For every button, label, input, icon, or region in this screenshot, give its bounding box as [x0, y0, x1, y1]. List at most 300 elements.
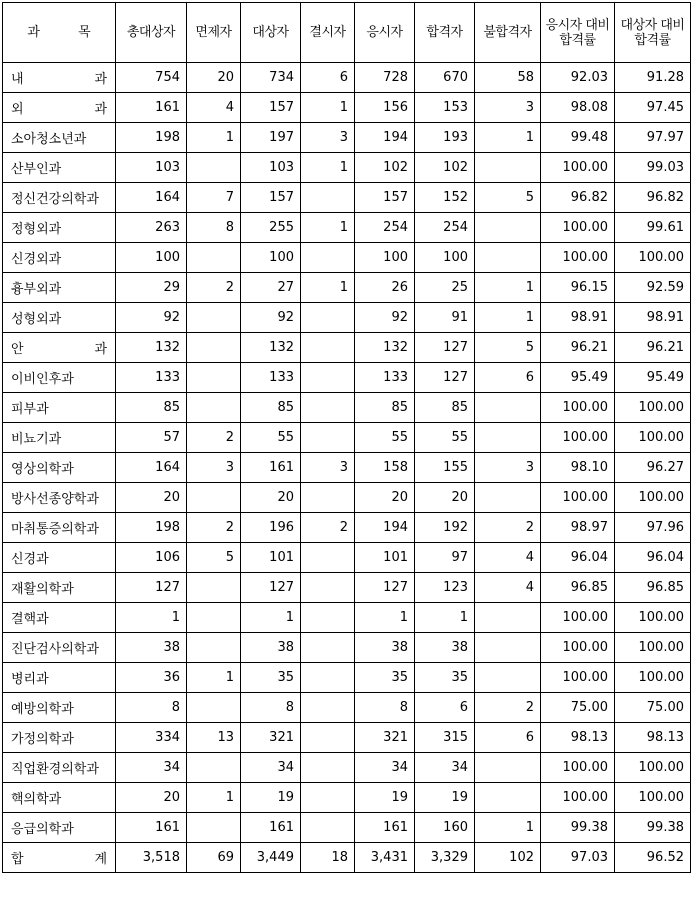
- cell-rate-target: 96.27: [615, 453, 691, 483]
- cell-total: 754: [116, 63, 187, 93]
- cell-applied: 102: [355, 153, 415, 183]
- cell-applied: 101: [355, 543, 415, 573]
- cell-rate-target: 100.00: [615, 393, 691, 423]
- cell-dept: 정형외과: [3, 213, 116, 243]
- table-row: [3, 723, 691, 753]
- cell-total: 36: [116, 663, 187, 693]
- cell-passed: 127: [415, 333, 475, 363]
- cell-rate-target: 75.00: [615, 693, 691, 723]
- cell-absent: [301, 723, 355, 753]
- cell-failed: 2: [475, 693, 541, 723]
- cell-failed: [475, 153, 541, 183]
- total-row: [3, 843, 691, 873]
- cell-passed: 153: [415, 93, 475, 123]
- cell-dept: 예방의학과: [3, 693, 116, 723]
- cell-passed: 127: [415, 363, 475, 393]
- cell-passed: 152: [415, 183, 475, 213]
- cell-applied: 92: [355, 303, 415, 333]
- cell-passed: 25: [415, 273, 475, 303]
- cell-failed: 5: [475, 333, 541, 363]
- cell-exempt: [187, 303, 241, 333]
- cell-failed: 1: [475, 813, 541, 843]
- header-failed: 불합격자: [475, 3, 541, 63]
- cell-target: 8: [241, 693, 301, 723]
- cell-passed: 34: [415, 753, 475, 783]
- cell-absent: [301, 243, 355, 273]
- cell-applied: 8: [355, 693, 415, 723]
- cell-rate-target: 97.96: [615, 513, 691, 543]
- cell-rate-applied: 96.85: [541, 573, 615, 603]
- cell-rate-target: 97.97: [615, 123, 691, 153]
- table-row: [3, 783, 691, 813]
- exam-results-table: [2, 2, 691, 873]
- cell-rate-applied: 100.00: [541, 153, 615, 183]
- table-row: [3, 333, 691, 363]
- cell-rate-target: 100.00: [615, 783, 691, 813]
- header-rate-applied: 응시자 대비 합격률: [541, 3, 615, 63]
- cell-target: 92: [241, 303, 301, 333]
- cell-absent: [301, 333, 355, 363]
- cell-dept: 핵의학과: [3, 783, 116, 813]
- cell-absent: 1: [301, 93, 355, 123]
- cell-passed: 155: [415, 453, 475, 483]
- cell-dept: 외 과: [3, 93, 116, 123]
- cell-applied: 728: [355, 63, 415, 93]
- cell-applied: 161: [355, 813, 415, 843]
- cell-exempt: [187, 483, 241, 513]
- cell-target: 3,449: [241, 843, 301, 873]
- cell-target: 19: [241, 783, 301, 813]
- cell-total: 161: [116, 813, 187, 843]
- cell-target: 55: [241, 423, 301, 453]
- cell-dept: 신경외과: [3, 243, 116, 273]
- cell-passed: 35: [415, 663, 475, 693]
- cell-failed: 1: [475, 303, 541, 333]
- cell-exempt: [187, 693, 241, 723]
- cell-applied: 19: [355, 783, 415, 813]
- cell-passed: 6: [415, 693, 475, 723]
- cell-passed: 3,329: [415, 843, 475, 873]
- cell-applied: 194: [355, 513, 415, 543]
- header-applied: 응시자: [355, 3, 415, 63]
- cell-rate-applied: 100.00: [541, 663, 615, 693]
- cell-exempt: [187, 813, 241, 843]
- header-absent: 결시자: [301, 3, 355, 63]
- cell-dept: 응급의학과: [3, 813, 116, 843]
- cell-absent: [301, 783, 355, 813]
- table-row: [3, 573, 691, 603]
- cell-passed: 97: [415, 543, 475, 573]
- cell-applied: 254: [355, 213, 415, 243]
- cell-target: 34: [241, 753, 301, 783]
- header-dept: 과 목: [3, 3, 116, 63]
- cell-exempt: 7: [187, 183, 241, 213]
- table-row: [3, 693, 691, 723]
- cell-dept: 흉부외과: [3, 273, 116, 303]
- cell-failed: [475, 753, 541, 783]
- cell-rate-applied: 95.49: [541, 363, 615, 393]
- cell-applied: 34: [355, 753, 415, 783]
- cell-rate-applied: 98.91: [541, 303, 615, 333]
- cell-absent: [301, 393, 355, 423]
- cell-rate-target: 100.00: [615, 663, 691, 693]
- cell-rate-applied: 96.82: [541, 183, 615, 213]
- cell-failed: [475, 423, 541, 453]
- cell-rate-target: 92.59: [615, 273, 691, 303]
- cell-target: 1: [241, 603, 301, 633]
- cell-dept: 정신건강의학과: [3, 183, 116, 213]
- cell-exempt: [187, 363, 241, 393]
- cell-rate-applied: 97.03: [541, 843, 615, 873]
- cell-total: 34: [116, 753, 187, 783]
- cell-failed: 58: [475, 63, 541, 93]
- cell-rate-applied: 75.00: [541, 693, 615, 723]
- table-row: [3, 633, 691, 663]
- table-row: [3, 813, 691, 843]
- cell-applied: 127: [355, 573, 415, 603]
- cell-absent: 6: [301, 63, 355, 93]
- cell-failed: 1: [475, 273, 541, 303]
- cell-absent: [301, 663, 355, 693]
- cell-total: 263: [116, 213, 187, 243]
- cell-exempt: 5: [187, 543, 241, 573]
- cell-rate-applied: 100.00: [541, 423, 615, 453]
- cell-applied: 133: [355, 363, 415, 393]
- cell-failed: 3: [475, 93, 541, 123]
- cell-failed: [475, 633, 541, 663]
- header-rate-target: 대상자 대비 합격률: [615, 3, 691, 63]
- cell-rate-applied: 96.15: [541, 273, 615, 303]
- cell-exempt: [187, 333, 241, 363]
- cell-rate-applied: 100.00: [541, 483, 615, 513]
- cell-dept: 영상의학과: [3, 453, 116, 483]
- table-row: [3, 363, 691, 393]
- table-row: [3, 393, 691, 423]
- cell-applied: 85: [355, 393, 415, 423]
- cell-absent: 18: [301, 843, 355, 873]
- cell-rate-applied: 99.48: [541, 123, 615, 153]
- cell-total: 38: [116, 633, 187, 663]
- cell-failed: [475, 783, 541, 813]
- cell-passed: 670: [415, 63, 475, 93]
- cell-total: 132: [116, 333, 187, 363]
- cell-rate-target: 96.21: [615, 333, 691, 363]
- cell-target: 161: [241, 813, 301, 843]
- cell-passed: 20: [415, 483, 475, 513]
- cell-absent: [301, 603, 355, 633]
- cell-dept: 안 과: [3, 333, 116, 363]
- cell-rate-target: 99.38: [615, 813, 691, 843]
- cell-absent: 1: [301, 273, 355, 303]
- cell-failed: [475, 243, 541, 273]
- cell-rate-applied: 98.08: [541, 93, 615, 123]
- cell-total: 85: [116, 393, 187, 423]
- cell-failed: 1: [475, 123, 541, 153]
- cell-rate-target: 96.85: [615, 573, 691, 603]
- header-total: 총대상자: [116, 3, 187, 63]
- cell-total: 133: [116, 363, 187, 393]
- cell-rate-target: 95.49: [615, 363, 691, 393]
- cell-rate-applied: 98.13: [541, 723, 615, 753]
- cell-absent: 3: [301, 453, 355, 483]
- cell-exempt: [187, 393, 241, 423]
- cell-rate-target: 100.00: [615, 243, 691, 273]
- cell-rate-target: 99.03: [615, 153, 691, 183]
- cell-total: 1: [116, 603, 187, 633]
- cell-failed: [475, 213, 541, 243]
- cell-failed: 6: [475, 363, 541, 393]
- cell-passed: 55: [415, 423, 475, 453]
- cell-dept: 진단검사의학과: [3, 633, 116, 663]
- cell-target: 100: [241, 243, 301, 273]
- cell-dept: 가정의학과: [3, 723, 116, 753]
- table-row: [3, 423, 691, 453]
- cell-target: 196: [241, 513, 301, 543]
- cell-failed: 4: [475, 573, 541, 603]
- table-row: [3, 63, 691, 93]
- cell-rate-applied: 100.00: [541, 243, 615, 273]
- cell-dept: 방사선종양학과: [3, 483, 116, 513]
- cell-exempt: 4: [187, 93, 241, 123]
- cell-total: 20: [116, 783, 187, 813]
- table-row: [3, 453, 691, 483]
- cell-rate-applied: 96.04: [541, 543, 615, 573]
- cell-exempt: [187, 753, 241, 783]
- cell-dept: 내 과: [3, 63, 116, 93]
- table-row: [3, 753, 691, 783]
- cell-exempt: [187, 573, 241, 603]
- header-passed: 합격자: [415, 3, 475, 63]
- cell-passed: 91: [415, 303, 475, 333]
- cell-dept: 성형외과: [3, 303, 116, 333]
- cell-rate-target: 98.13: [615, 723, 691, 753]
- cell-dept: 산부인과: [3, 153, 116, 183]
- cell-target: 157: [241, 183, 301, 213]
- table-row: [3, 303, 691, 333]
- cell-exempt: 8: [187, 213, 241, 243]
- cell-passed: 102: [415, 153, 475, 183]
- cell-rate-target: 100.00: [615, 423, 691, 453]
- cell-target: 27: [241, 273, 301, 303]
- cell-target: 85: [241, 393, 301, 423]
- cell-absent: 2: [301, 513, 355, 543]
- cell-exempt: [187, 243, 241, 273]
- cell-exempt: [187, 153, 241, 183]
- cell-rate-applied: 100.00: [541, 753, 615, 783]
- cell-exempt: [187, 603, 241, 633]
- cell-dept: 이비인후과: [3, 363, 116, 393]
- cell-rate-target: 96.82: [615, 183, 691, 213]
- cell-failed: 6: [475, 723, 541, 753]
- cell-rate-target: 99.61: [615, 213, 691, 243]
- cell-dept: 신경과: [3, 543, 116, 573]
- cell-total: 29: [116, 273, 187, 303]
- cell-absent: [301, 543, 355, 573]
- cell-rate-target: 100.00: [615, 753, 691, 783]
- cell-passed: 160: [415, 813, 475, 843]
- cell-total: 127: [116, 573, 187, 603]
- cell-passed: 254: [415, 213, 475, 243]
- table-row: [3, 183, 691, 213]
- cell-absent: [301, 423, 355, 453]
- cell-exempt: 3: [187, 453, 241, 483]
- cell-rate-target: 96.04: [615, 543, 691, 573]
- table-row: [3, 663, 691, 693]
- cell-exempt: 2: [187, 273, 241, 303]
- cell-failed: [475, 663, 541, 693]
- cell-absent: [301, 753, 355, 783]
- cell-applied: 55: [355, 423, 415, 453]
- cell-total: 8: [116, 693, 187, 723]
- cell-applied: 100: [355, 243, 415, 273]
- cell-failed: 102: [475, 843, 541, 873]
- table-row: [3, 513, 691, 543]
- table-body: [3, 63, 691, 873]
- cell-total: 100: [116, 243, 187, 273]
- cell-total: 198: [116, 123, 187, 153]
- cell-passed: 193: [415, 123, 475, 153]
- cell-exempt: 2: [187, 423, 241, 453]
- cell-target: 255: [241, 213, 301, 243]
- cell-total: 164: [116, 453, 187, 483]
- cell-passed: 123: [415, 573, 475, 603]
- cell-failed: [475, 483, 541, 513]
- cell-exempt: [187, 633, 241, 663]
- cell-applied: 1: [355, 603, 415, 633]
- cell-applied: 158: [355, 453, 415, 483]
- header-exempt: 면제자: [187, 3, 241, 63]
- cell-absent: [301, 483, 355, 513]
- cell-total: 57: [116, 423, 187, 453]
- cell-rate-target: 100.00: [615, 633, 691, 663]
- cell-target: 132: [241, 333, 301, 363]
- cell-rate-applied: 98.10: [541, 453, 615, 483]
- cell-absent: [301, 303, 355, 333]
- cell-target: 161: [241, 453, 301, 483]
- cell-absent: [301, 183, 355, 213]
- cell-passed: 100: [415, 243, 475, 273]
- cell-total: 3,518: [116, 843, 187, 873]
- table-row: [3, 603, 691, 633]
- cell-target: 734: [241, 63, 301, 93]
- cell-dept: 소아청소년과: [3, 123, 116, 153]
- table-row: [3, 243, 691, 273]
- cell-absent: [301, 813, 355, 843]
- cell-absent: [301, 363, 355, 393]
- cell-target: 157: [241, 93, 301, 123]
- cell-exempt: 20: [187, 63, 241, 93]
- cell-exempt: 1: [187, 123, 241, 153]
- cell-rate-applied: 100.00: [541, 783, 615, 813]
- cell-exempt: 69: [187, 843, 241, 873]
- cell-dept: 피부과: [3, 393, 116, 423]
- cell-exempt: 2: [187, 513, 241, 543]
- cell-total: 198: [116, 513, 187, 543]
- cell-failed: 5: [475, 183, 541, 213]
- cell-applied: 132: [355, 333, 415, 363]
- cell-rate-applied: 99.38: [541, 813, 615, 843]
- cell-exempt: 1: [187, 783, 241, 813]
- cell-target: 133: [241, 363, 301, 393]
- cell-target: 20: [241, 483, 301, 513]
- cell-applied: 156: [355, 93, 415, 123]
- cell-applied: 26: [355, 273, 415, 303]
- cell-absent: 3: [301, 123, 355, 153]
- cell-exempt: 13: [187, 723, 241, 753]
- cell-target: 101: [241, 543, 301, 573]
- cell-absent: 1: [301, 153, 355, 183]
- cell-dept: 마취통증의학과: [3, 513, 116, 543]
- cell-absent: 1: [301, 213, 355, 243]
- cell-target: 38: [241, 633, 301, 663]
- cell-total: 334: [116, 723, 187, 753]
- cell-rate-applied: 100.00: [541, 393, 615, 423]
- cell-passed: 19: [415, 783, 475, 813]
- cell-exempt: 1: [187, 663, 241, 693]
- cell-rate-applied: 100.00: [541, 213, 615, 243]
- cell-dept: 합 계: [3, 843, 116, 873]
- cell-total: 20: [116, 483, 187, 513]
- table-row: [3, 93, 691, 123]
- cell-applied: 35: [355, 663, 415, 693]
- table-row: [3, 543, 691, 573]
- cell-target: 197: [241, 123, 301, 153]
- cell-target: 127: [241, 573, 301, 603]
- cell-dept: 결핵과: [3, 603, 116, 633]
- cell-rate-applied: 92.03: [541, 63, 615, 93]
- table-row: [3, 153, 691, 183]
- cell-failed: [475, 393, 541, 423]
- cell-rate-target: 91.28: [615, 63, 691, 93]
- cell-passed: 85: [415, 393, 475, 423]
- cell-failed: 4: [475, 543, 541, 573]
- cell-rate-applied: 100.00: [541, 633, 615, 663]
- cell-applied: 194: [355, 123, 415, 153]
- cell-passed: 38: [415, 633, 475, 663]
- cell-dept: 병리과: [3, 663, 116, 693]
- table-row: [3, 213, 691, 243]
- cell-passed: 315: [415, 723, 475, 753]
- table-row: [3, 123, 691, 153]
- cell-total: 164: [116, 183, 187, 213]
- cell-failed: 3: [475, 453, 541, 483]
- cell-absent: [301, 573, 355, 603]
- cell-applied: 38: [355, 633, 415, 663]
- cell-applied: 3,431: [355, 843, 415, 873]
- header-target: 대상자: [241, 3, 301, 63]
- cell-failed: 2: [475, 513, 541, 543]
- cell-dept: 직업환경의학과: [3, 753, 116, 783]
- cell-total: 103: [116, 153, 187, 183]
- cell-dept: 비뇨기과: [3, 423, 116, 453]
- cell-rate-target: 96.52: [615, 843, 691, 873]
- cell-target: 321: [241, 723, 301, 753]
- cell-total: 106: [116, 543, 187, 573]
- cell-rate-target: 100.00: [615, 483, 691, 513]
- table-row: [3, 483, 691, 513]
- cell-rate-applied: 96.21: [541, 333, 615, 363]
- cell-rate-applied: 100.00: [541, 603, 615, 633]
- header-row: [3, 3, 691, 63]
- cell-applied: 157: [355, 183, 415, 213]
- cell-total: 92: [116, 303, 187, 333]
- table-row: [3, 273, 691, 303]
- cell-applied: 321: [355, 723, 415, 753]
- cell-rate-applied: 98.97: [541, 513, 615, 543]
- cell-rate-target: 100.00: [615, 603, 691, 633]
- cell-dept: 재활의학과: [3, 573, 116, 603]
- cell-absent: [301, 633, 355, 663]
